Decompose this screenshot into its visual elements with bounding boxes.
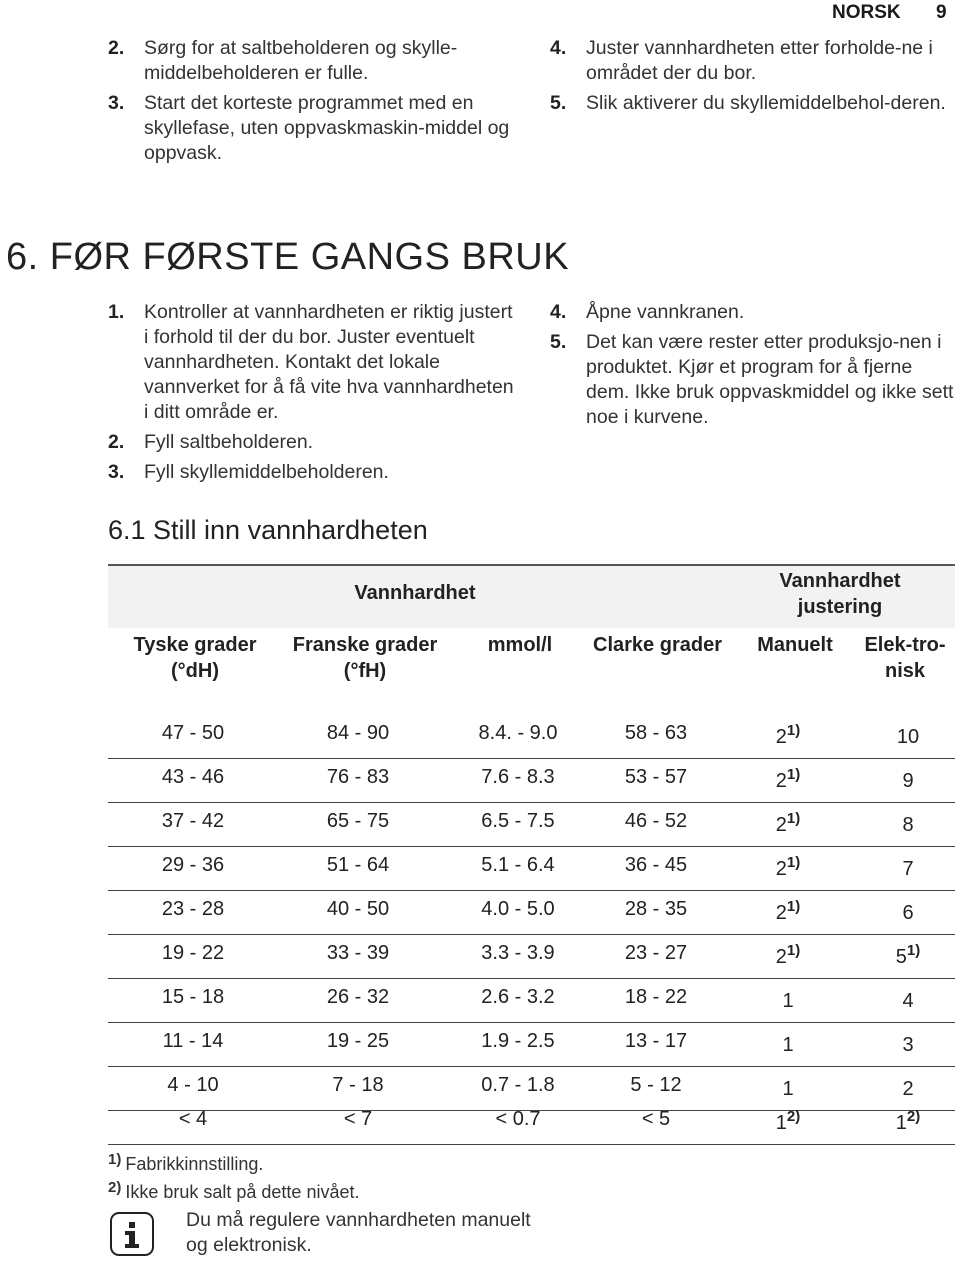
cell-manual	[733, 1074, 843, 1101]
manual-value: 2	[775, 814, 787, 836]
column-header-dh: Tyske grader (°dH)	[133, 634, 257, 682]
cell-fh: 19 - 25	[326, 1030, 390, 1052]
electronic-value: 5	[895, 946, 907, 968]
footnote-mark: 1)	[108, 1151, 122, 1168]
top-right-steps	[550, 36, 955, 121]
cell-mmol: 5.1 - 6.4	[481, 854, 555, 876]
info-icon	[110, 1212, 154, 1256]
step-text: Åpne vannkranen.	[586, 301, 745, 323]
cell-mmol: 3.3 - 3.9	[481, 942, 555, 964]
table-row	[108, 758, 955, 803]
cell-mmol: 1.9 - 2.5	[481, 1030, 555, 1052]
cell-manual	[733, 854, 843, 881]
column-header-fh: Franske grader (°fH)	[292, 634, 438, 682]
table-row	[108, 890, 955, 935]
cell-dh: 47 - 50	[161, 722, 225, 744]
manual-value: 2	[775, 946, 787, 968]
cell-clarke: 18 - 22	[624, 986, 688, 1008]
list-item	[108, 91, 518, 166]
footnote-ref: 1)	[786, 810, 801, 827]
cell-fh: 65 - 75	[326, 810, 390, 832]
cell-dh: 23 - 28	[161, 898, 225, 920]
cell-dh: 4 - 10	[167, 1074, 219, 1096]
electronic-value: 8	[902, 814, 914, 836]
table-row	[108, 1022, 955, 1067]
footnote-ref: 1)	[786, 766, 801, 783]
step-text: Fyll saltbeholderen.	[144, 431, 314, 453]
list-item	[550, 91, 955, 116]
cell-fh: 40 - 50	[326, 898, 390, 920]
cell-clarke: 13 - 17	[624, 1030, 688, 1052]
cell-mmol: 8.4. - 9.0	[478, 722, 558, 744]
manual-value: 2	[775, 726, 787, 748]
cell-clarke: 23 - 27	[624, 942, 688, 964]
list-item	[108, 460, 518, 485]
table-row	[108, 714, 955, 759]
cell-dh: < 4	[178, 1108, 208, 1130]
cell-electronic	[853, 766, 960, 793]
column-header-manual: Manuelt	[757, 634, 833, 656]
cell-clarke: 58 - 63	[624, 722, 688, 744]
footnote-ref: 1)	[906, 942, 921, 959]
cell-electronic	[853, 854, 960, 881]
cell-dh: 11 - 14	[162, 1030, 224, 1052]
list-item	[550, 36, 955, 86]
column-header-electronic: Elek-tro-nisk	[864, 634, 946, 682]
cell-mmol: 4.0 - 5.0	[481, 898, 555, 920]
cell-clarke: 53 - 57	[624, 766, 688, 788]
cell-clarke: 5 - 12	[630, 1074, 682, 1096]
step-text: Det kan være rester etter produksjo-nen i produktet. Kjør et program for å fjerne dem. Ikke bruk oppvaskmiddel og ikke sett noe i kurvene.	[586, 331, 954, 428]
cell-electronic	[853, 1108, 960, 1135]
footnote-2	[108, 1176, 359, 1204]
step-number: 5.	[550, 92, 567, 114]
footnote-ref: 1)	[786, 942, 801, 959]
manual-value: 1	[782, 1034, 794, 1056]
page-number: 9	[936, 2, 947, 23]
electronic-value: 7	[902, 858, 914, 880]
step-text: Juster vannhardheten etter forholde-ne i området der du bor.	[586, 37, 933, 84]
step-number: 5.	[550, 331, 567, 353]
cell-fh: 51 - 64	[326, 854, 390, 876]
step-number: 3.	[108, 461, 125, 483]
step-text: Sørg for at saltbeholderen og skylle-middelbeholderen er fulle.	[144, 37, 458, 84]
cell-fh: 33 - 39	[326, 942, 390, 964]
electronic-value: 4	[902, 990, 914, 1012]
cell-fh: 76 - 83	[326, 766, 390, 788]
table-row	[108, 1100, 955, 1145]
info-note-text: Du må regulere vannhardheten manuelt og elektronisk.	[186, 1209, 531, 1256]
electronic-value: 9	[902, 770, 914, 792]
cell-mmol: 2.6 - 3.2	[481, 986, 555, 1008]
manual-value: 1	[782, 990, 794, 1012]
list-item	[108, 300, 518, 425]
list-item	[108, 36, 518, 86]
cell-manual	[733, 810, 843, 837]
electronic-value: 1	[895, 1112, 907, 1134]
table-row	[108, 802, 955, 847]
cell-manual	[733, 1030, 843, 1057]
electronic-value: 3	[902, 1034, 914, 1056]
manual-value: 2	[775, 858, 787, 880]
first-use-steps-left	[108, 300, 518, 490]
step-number: 2.	[108, 37, 125, 59]
cell-clarke: < 5	[641, 1108, 671, 1130]
cell-manual	[733, 986, 843, 1013]
manual-value: 2	[775, 770, 787, 792]
cell-mmol: 7.6 - 8.3	[481, 766, 555, 788]
step-number: 4.	[550, 301, 567, 323]
footnote-text: Ikke bruk salt på dette nivået.	[125, 1182, 360, 1202]
cell-mmol: 6.5 - 7.5	[481, 810, 555, 832]
cell-mmol: < 0.7	[495, 1108, 541, 1130]
cell-electronic	[853, 1074, 960, 1101]
step-text: Start det korteste programmet med en skyllefase, uten oppvaskmaskin-middel og oppvask.	[144, 92, 510, 164]
group-header-water-hardness: Vannhardhet	[354, 582, 476, 604]
cell-fh: < 7	[343, 1108, 373, 1130]
cell-clarke: 28 - 35	[624, 898, 688, 920]
cell-fh: 7 - 18	[332, 1074, 384, 1096]
step-text: Slik aktiverer du skyllemiddelbehol-deren.	[586, 92, 946, 114]
cell-manual	[733, 898, 843, 925]
cell-fh: 26 - 32	[326, 986, 390, 1008]
column-header-clarke: Clarke grader	[593, 634, 722, 656]
cell-electronic	[853, 898, 960, 925]
cell-electronic	[853, 1030, 960, 1057]
cell-dh: 43 - 46	[161, 766, 225, 788]
column-header-mmol: mmol/l	[487, 634, 553, 656]
table-row	[108, 978, 955, 1023]
first-use-steps-right	[550, 300, 955, 435]
step-number: 1.	[108, 301, 125, 323]
electronic-value: 6	[902, 902, 914, 924]
cell-manual	[733, 1108, 843, 1135]
step-number: 2.	[108, 431, 125, 453]
step-number: 3.	[108, 92, 125, 114]
header-language: NORSK	[832, 2, 901, 23]
footnote-ref: 2)	[786, 1108, 801, 1125]
info-glyph	[112, 1214, 152, 1254]
list-item	[550, 300, 955, 325]
electronic-value: 2	[902, 1078, 914, 1100]
footnote-ref: 1)	[786, 898, 801, 915]
step-number: 4.	[550, 37, 567, 59]
table-row	[108, 846, 955, 891]
cell-dh: 29 - 36	[161, 854, 225, 876]
cell-manual	[733, 766, 843, 793]
step-text: Kontroller at vannhardheten er riktig justert i forhold til der du bor. Juster eventuelt vannhardheten. Kontakt det lokale vannverket for å få vite hva vannhardheten i ditt område er.	[144, 301, 514, 423]
cell-electronic	[853, 810, 960, 837]
footnote-ref: 2)	[906, 1108, 921, 1125]
group-header-adjustment: Vannhardhet justering	[779, 570, 901, 618]
cell-clarke: 36 - 45	[624, 854, 688, 876]
electronic-value: 10	[896, 726, 920, 748]
top-left-steps	[108, 36, 518, 171]
subsection-title: 6.1 Still inn vannhardheten	[108, 515, 428, 545]
manual-value: 2	[775, 902, 787, 924]
cell-electronic	[853, 722, 960, 749]
cell-fh: 84 - 90	[326, 722, 390, 744]
cell-mmol: 0.7 - 1.8	[481, 1074, 555, 1096]
cell-dh: 19 - 22	[161, 942, 225, 964]
cell-dh: 15 - 18	[161, 986, 225, 1008]
cell-manual	[733, 942, 843, 969]
footnote-ref: 1)	[786, 854, 801, 871]
cell-electronic	[853, 942, 960, 969]
table-row	[108, 934, 955, 979]
cell-electronic	[853, 986, 960, 1013]
footnote-1	[108, 1148, 263, 1176]
section-title: 6. FØR FØRSTE GANGS BRUK	[6, 236, 570, 278]
manual-value: 1	[782, 1078, 794, 1100]
manual-value: 1	[775, 1112, 787, 1134]
footnote-mark: 2)	[108, 1179, 122, 1196]
cell-manual	[733, 722, 843, 749]
cell-clarke: 46 - 52	[624, 810, 688, 832]
list-item	[550, 330, 955, 430]
footnote-ref: 1)	[786, 722, 801, 739]
list-item	[108, 430, 518, 455]
step-text: Fyll skyllemiddelbeholderen.	[144, 461, 389, 483]
cell-dh: 37 - 42	[161, 810, 225, 832]
footnote-text: Fabrikkinnstilling.	[125, 1154, 264, 1174]
